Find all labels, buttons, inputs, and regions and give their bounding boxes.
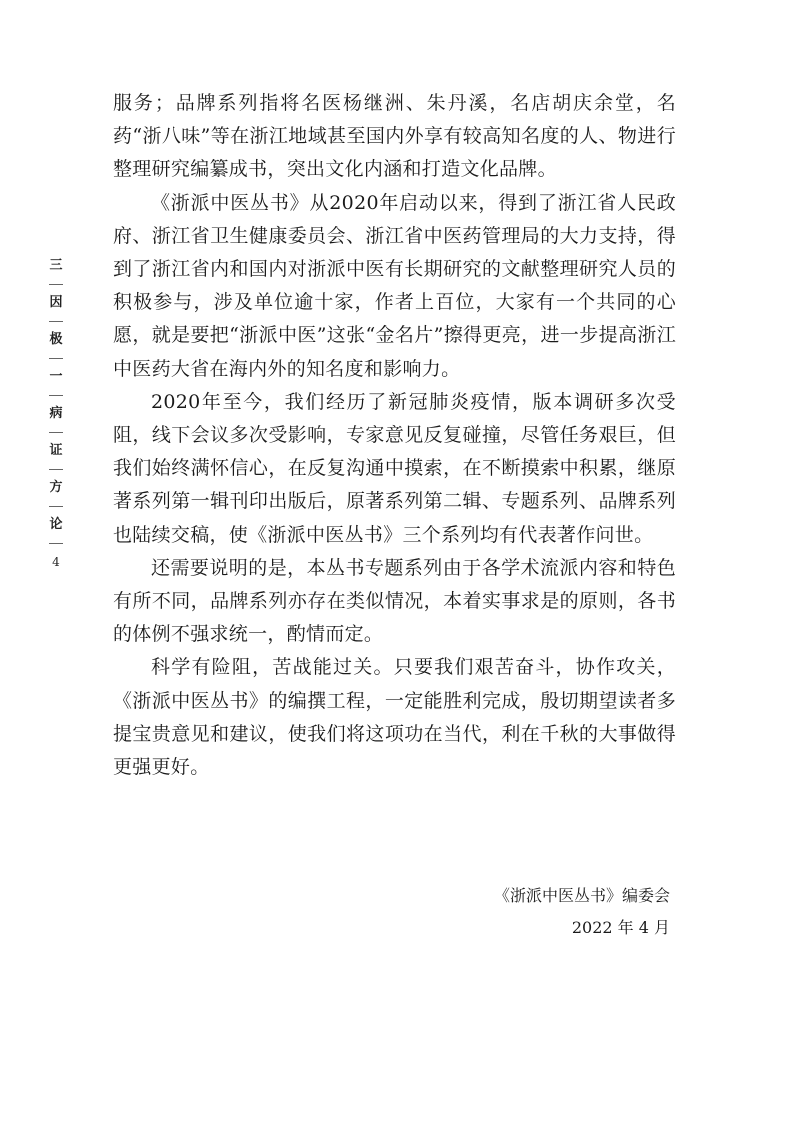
- page-number: 4: [52, 555, 60, 569]
- paragraph: 服务；品牌系列指将名医杨继洲、朱丹溪，名店胡庆余堂，名药“浙八味”等在浙江地域甚至国内外享有较高知名度的人、物进行整理研究编纂成书，突出文化内涵和打造文化品牌。: [113, 92, 676, 181]
- running-head-separator: [49, 358, 63, 359]
- running-head-separator: [49, 284, 63, 285]
- running-head: [46, 258, 66, 570]
- running-head-char: 方: [49, 480, 63, 495]
- paragraph: 2020年至今，我们经历了新冠肺炎疫情，版本调研多次受阻，线下会议多次受影响，专家意见反复碰撞，尽管任务艰巨，但我们始终满怀信心，在反复沟通中摸索，在不断摸索中积累，继原著系列第一辑刊印出版后，原著系列第二辑、专题系列、品牌系列也陆续交稿，使《浙派中医丛书》三个系列均有代表著作问世。: [113, 390, 676, 546]
- running-head-char: 三: [49, 258, 63, 273]
- committee-name: 《浙派中医丛书》编委会: [493, 886, 670, 905]
- running-head-char: 论: [49, 517, 63, 532]
- body-text: [113, 87, 676, 784]
- running-head-separator: [49, 506, 63, 507]
- running-head-char: 证: [49, 443, 63, 458]
- paragraph: 还需要说明的是，本丛书专题系列由于各学术流派内容和特色有所不同，品牌系列亦存在类似情况，本着实事求是的原则，各书的体例不强求统一，酌情而定。: [113, 556, 676, 646]
- running-head-separator: [49, 395, 63, 396]
- running-head-char: 病: [49, 406, 63, 421]
- running-head-separator: [49, 469, 63, 470]
- running-head-char: 一: [49, 369, 63, 384]
- running-head-separator: [49, 321, 63, 322]
- paragraph: 《浙派中医丛书》从2020年启动以来，得到了浙江省人民政府、浙江省卫生健康委员会、浙江省中医药管理局的大力支持，得到了浙江省内和国内对浙派中医有长期研究的文献整理研究人员的积极参与，涉及单位逾十家，作者上百位，大家有一个共同的心愿，就是要把“浙派中医”这张“金名片”擦得更亮，进一步提高浙江中医药大省在海内外的知名度和影响力。: [113, 191, 676, 380]
- running-head-char: 极: [49, 332, 63, 347]
- running-head-char: 因: [49, 295, 63, 310]
- signature-block: [494, 880, 670, 944]
- paragraph: 科学有险阻，苦战能过关。只要我们艰苦奋斗，协作攻关，《浙派中医丛书》的编撰工程，一定能胜利完成，殷切期望读者多提宝贵意见和建议，使我们将这项功在当代，利在千秋的大事做得更强更好。: [113, 656, 676, 779]
- signature-date: 2022 年 4 月: [571, 918, 670, 937]
- running-head-separator: [49, 543, 63, 544]
- running-head-separator: [49, 432, 63, 433]
